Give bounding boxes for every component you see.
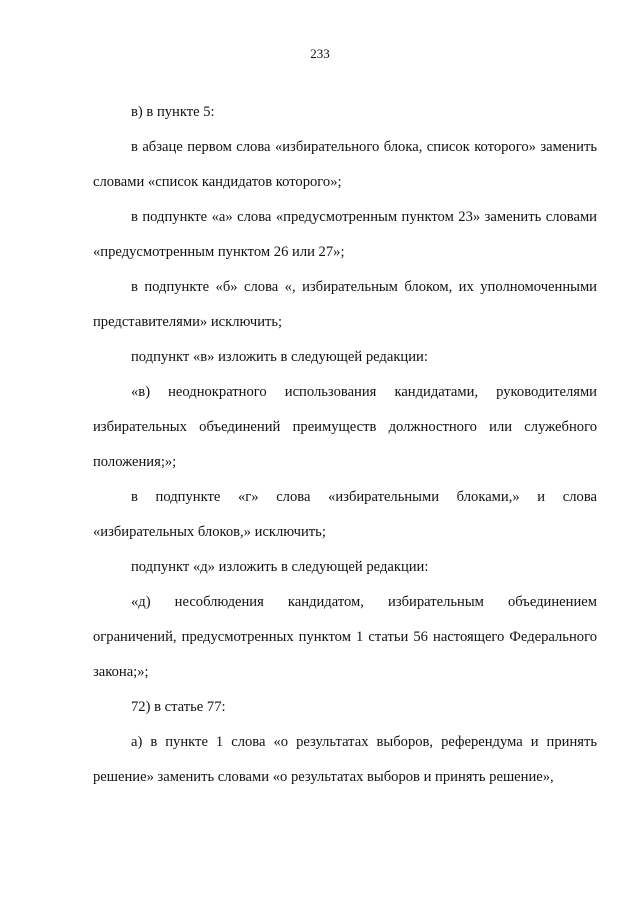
paragraph-subpoint-d-text: «д) несоблюдения кандидатом, избирательным объединением ограничений, предусмотренных пунктом 1 статьи 56 настоящего Федерального закона;»; <box>93 594 597 680</box>
paragraph-subpoint-v-header: подпункт «в» изложить в следующей редакции: <box>131 349 428 365</box>
paragraph-first-abzac: в абзаце первом слова «избирательного блока, список которого» заменить словами «список кандидатов которого»; <box>93 139 597 190</box>
document-body <box>93 95 597 795</box>
paragraph-subpoint-a: в подпункте «а» слова «предусмотренным пунктом 23» заменить словами «предусмотренным пунктом 26 или 27»; <box>93 209 597 260</box>
paragraph-article-77: 72) в статье 77: <box>131 699 226 715</box>
paragraph-subpoint-d-header: подпункт «д» изложить в следующей редакции: <box>131 559 429 575</box>
page-number: 233 <box>310 46 330 61</box>
paragraph-subpoint-b: в подпункте «б» слова «, избирательным блоком, их уполномоченными представителями» исключить; <box>93 279 597 330</box>
paragraph-v-point-5: в) в пункте 5: <box>131 104 215 120</box>
paragraph-subpoint-v-text: «в) неоднократного использования кандидатами, руководителями избирательных объединений преимуществ должностного или служебного положения;»; <box>93 384 597 470</box>
paragraph-point-1-a: а) в пункте 1 слова «о результатах выборов, референдума и принять решение» заменить словами «о результатах выборов и принять решение», <box>93 734 597 785</box>
paragraph-subpoint-g: в подпункте «г» слова «избирательными блоками,» и слова «избирательных блоков,» исключить; <box>93 489 597 540</box>
